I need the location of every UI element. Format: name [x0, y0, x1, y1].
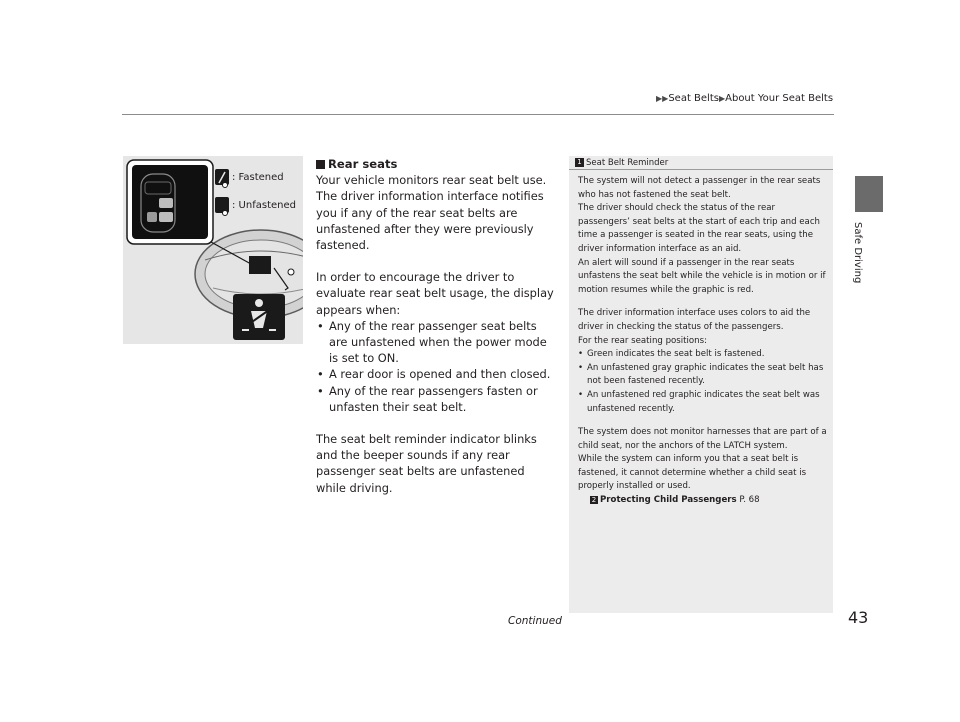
breadcrumb-item-seat-belts[interactable]: Seat Belts: [668, 93, 719, 104]
note-list-item: • An unfastened gray graphic indicates the seat belt has not been fastened recently.: [578, 362, 829, 389]
header-divider: [122, 114, 834, 115]
note-paragraph: While the system can inform you that a seat belt is fastened, it cannot determine whether a child seat is properly installed or used.: [578, 454, 807, 492]
section-title: Rear seats: [328, 157, 398, 171]
continued-label: Continued: [508, 615, 562, 627]
note-body: [578, 175, 829, 508]
legend-unfastened: : Unfastened: [232, 200, 296, 211]
note-paragraph: The driver information interface uses colors to aid the driver in checking the status of the passengers.: [578, 308, 811, 332]
note-list-item: • An unfastened red graphic indicates the seat belt was unfastened recently.: [578, 389, 829, 416]
main-text-column: [316, 156, 554, 496]
square-bullet-icon: [316, 160, 325, 169]
xref-label[interactable]: Protecting Child Passengers: [600, 495, 737, 506]
dashboard-illustration: [123, 156, 303, 344]
seat-belt-reminder-note: [569, 156, 833, 613]
triangle-right-icon: ▶: [718, 94, 726, 103]
list-item: • A rear door is opened and then closed.: [316, 366, 554, 382]
list-item: • Any of the rear passenger seat belts are unfastened when the power mode is set to ON.: [316, 318, 554, 367]
legend-fastened: : Fastened: [232, 172, 284, 183]
breadcrumb-item-about-seat-belts[interactable]: About Your Seat Belts: [725, 93, 834, 104]
xref-page[interactable]: P. 68: [739, 495, 760, 506]
note-paragraph: An alert will sound if a passenger in the rear seats unfastens the seat belt while the vehicle is in motion or if motion resumes while the graphic is red.: [578, 257, 826, 295]
paragraph: The seat belt reminder indicator blinks and the beeper sounds if any rear passenger seat belts are unfastened while driving.: [316, 432, 537, 495]
note-paragraph: The driver should check the status of the rear passengers’ seat belts at the start of each trip and each time a passenger is seated in the rear seats, using the driver information interface as an aid.: [578, 203, 820, 254]
page-number: 43: [848, 608, 869, 627]
note-paragraph: For the rear seating positions:: [578, 335, 707, 346]
breadcrumb: [656, 93, 833, 104]
paragraph: Your vehicle monitors rear seat belt use. The driver information interface notifies you if any of the rear seat belts are unfastened after they were previously fastened.: [316, 173, 547, 253]
list-item: • Any of the rear passengers fasten or unfasten their seat belt.: [316, 383, 554, 415]
xref-arrow-icon: 2: [591, 495, 597, 504]
note-divider: [569, 169, 833, 170]
chapter-tab[interactable]: [855, 176, 883, 212]
paragraph: In order to encourage the driver to evaluate rear seat belt usage, the display appears when:: [316, 270, 554, 317]
seat-belt-reminder-illustration: [123, 156, 303, 344]
cross-reference-link[interactable]: [578, 494, 829, 508]
note-marker-icon: 1: [575, 158, 584, 167]
note-title-text: Seat Belt Reminder: [586, 158, 669, 168]
note-list-item: • Green indicates the seat belt is fastened.: [578, 348, 829, 362]
bullet-list: [316, 318, 554, 415]
chapter-tab-label: Safe Driving: [852, 222, 863, 284]
note-paragraph: The system will not detect a passenger in the rear seats who has not fastened the seat belt.: [578, 176, 821, 200]
section-heading: [316, 156, 554, 172]
triangle-right-icon: ▶▶: [656, 94, 669, 103]
note-bullet-list: [578, 348, 829, 416]
note-title: [575, 158, 668, 168]
note-paragraph: The system does not monitor harnesses that are part of a child seat, nor the anchors of the LATCH system.: [578, 427, 827, 451]
